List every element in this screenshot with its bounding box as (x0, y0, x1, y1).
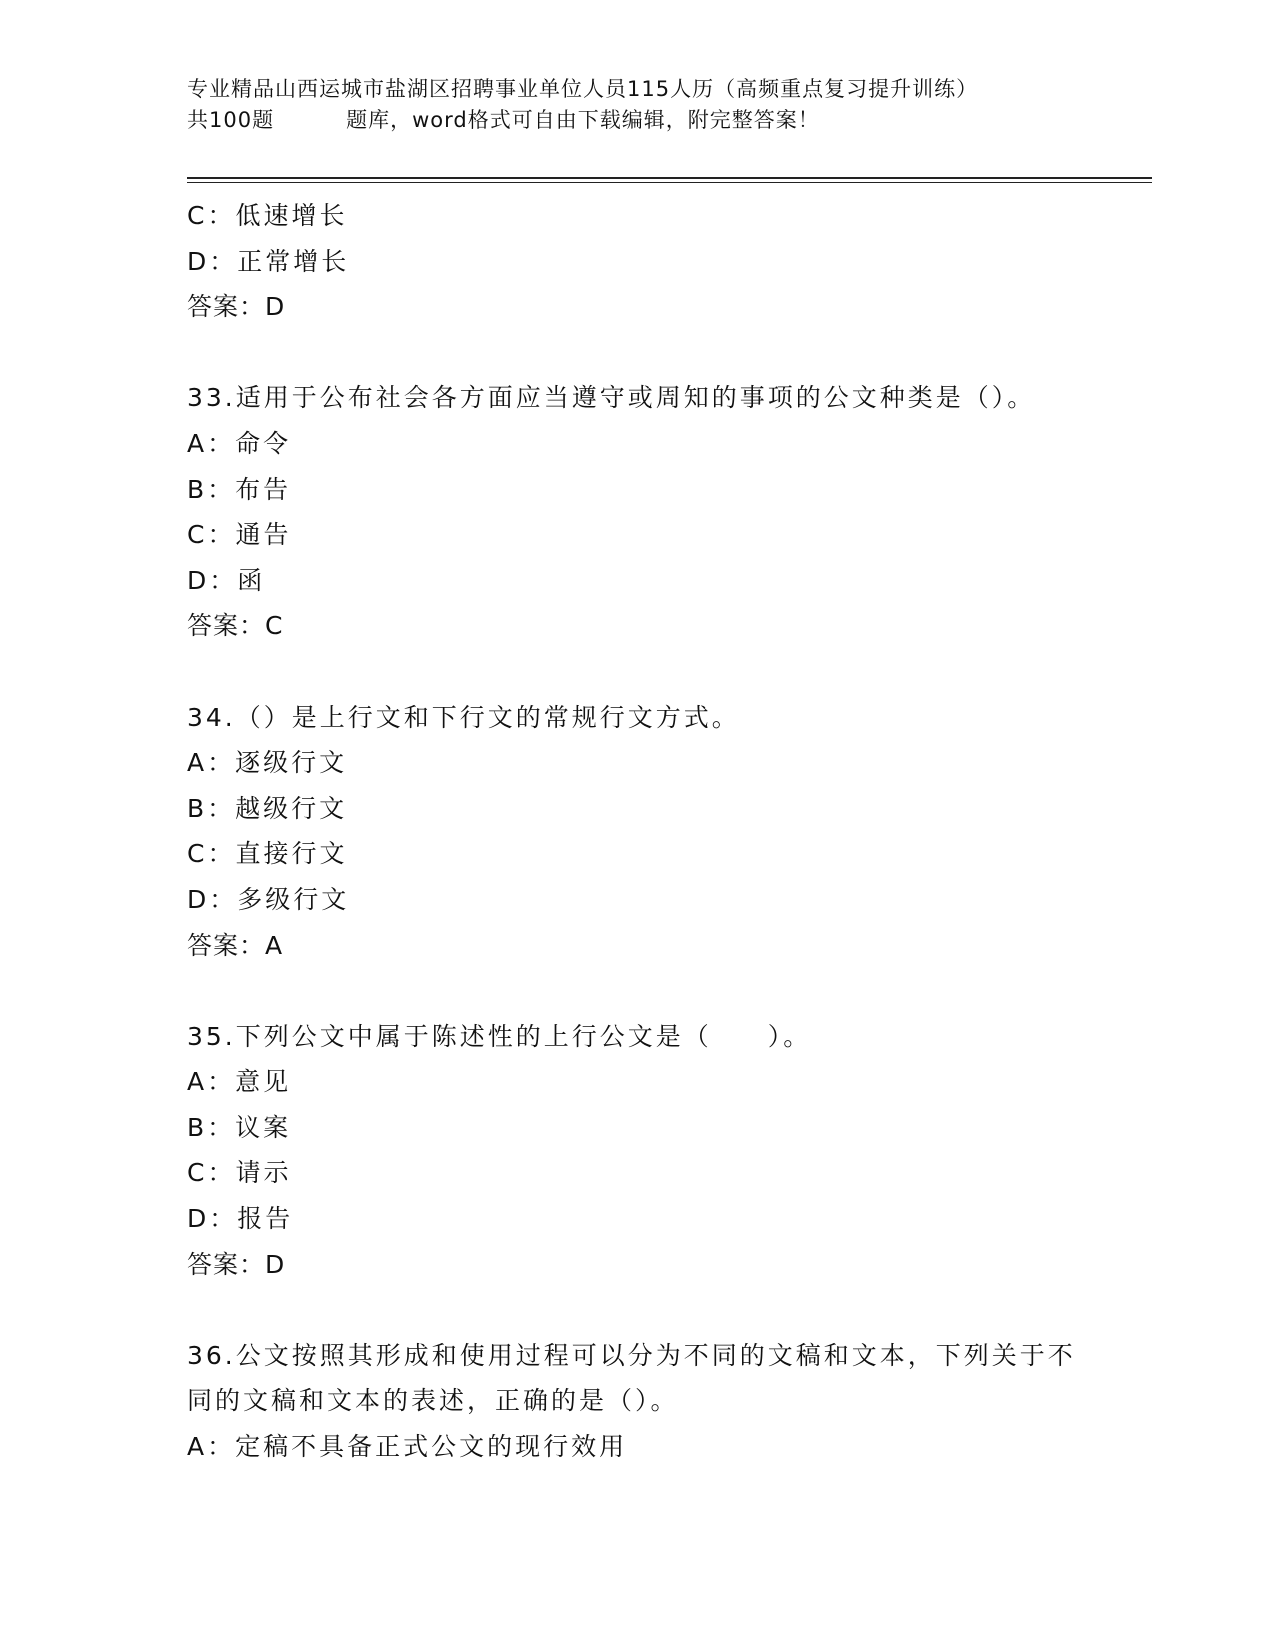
answer-option: A：逐级行文 (187, 748, 348, 778)
header-description: 题库，word格式可自由下载编辑，附完整答案！ (346, 108, 820, 132)
header-count: 共100题 (187, 108, 275, 132)
answer-option: D：函 (187, 565, 266, 595)
answer-option: B：布告 (187, 474, 292, 504)
answer-option: C：通告 (187, 520, 292, 550)
question-stem: 35.下列公文中属于陈述性的上行公文是（ ）。 (187, 1021, 812, 1051)
answer-option: A：命令 (187, 428, 292, 458)
header-title-line2 (187, 105, 1087, 136)
answer-option: C：请示 (187, 1158, 292, 1188)
header-title-line1: 专业精品山西运城市盐湖区招聘事业单位人员115人历（高频重点复习提升训练） (187, 77, 979, 101)
question-stem: 33.适用于公布社会各方面应当遵守或周知的事项的公文种类是（）。 (187, 383, 1036, 413)
page-header (187, 74, 1087, 136)
header-divider-thick (187, 177, 1152, 179)
answer-option: A：定稿不具备正式公文的现行效用 (187, 1432, 628, 1462)
block-spacer (187, 968, 1087, 1014)
answer-option: B：越级行文 (187, 793, 348, 823)
answer-option: C：低速增长 (187, 201, 348, 230)
answer-option: A：意见 (187, 1067, 292, 1097)
answer-option: B：议案 (187, 1112, 292, 1142)
question-stem: 36.公文按照其形成和使用过程可以分为不同的文稿和文本，下列关于不同的文稿和文本的表述，正确的是（）。 (187, 1340, 1076, 1416)
header-divider-thin (187, 182, 1152, 183)
answer-line: 答案：D (187, 1249, 286, 1279)
answer-option: D：正常增长 (187, 246, 350, 276)
question-stem: 34.（）是上行文和下行文的常规行文方式。 (187, 702, 740, 732)
answer-line: 答案：A (187, 930, 284, 960)
question-list (187, 193, 1087, 1470)
answer-option: C：直接行文 (187, 839, 348, 869)
answer-option: D：多级行文 (187, 884, 350, 914)
answer-line: 答案：D (187, 292, 286, 322)
answer-line: 答案：C (187, 611, 284, 641)
block-spacer (187, 330, 1087, 376)
answer-option: D：报告 (187, 1204, 294, 1234)
block-spacer (187, 1287, 1087, 1333)
block-spacer (187, 649, 1087, 695)
